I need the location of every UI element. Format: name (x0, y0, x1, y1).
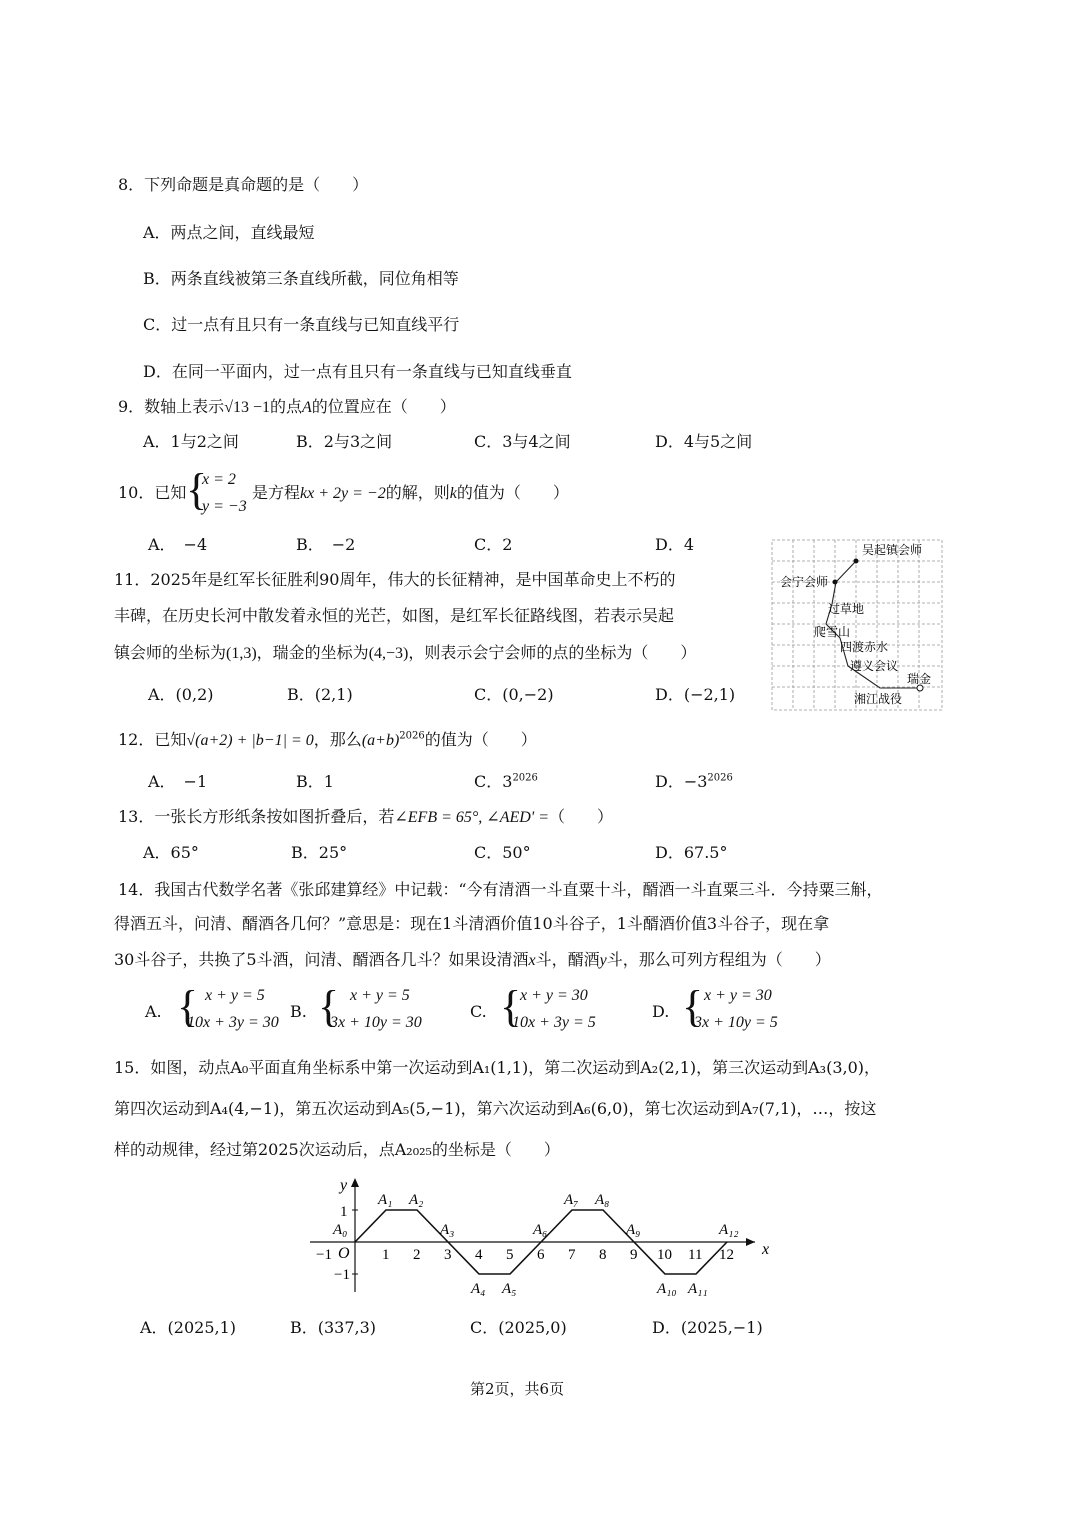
q14-option-c-label: C. (470, 1002, 487, 1021)
q10-option-c: C．2 (474, 535, 513, 554)
q15-option-a: A．(2025,1) (140, 1318, 237, 1337)
q8-option-d: D．在同一平面内，过一点有且只有一条直线与已知直线垂直 (143, 362, 572, 381)
q11-text-c: ，则表示会宁会师的点的坐标为（ ） (408, 643, 697, 662)
y-axis-arrow (351, 1178, 359, 1187)
q13-expr: ∠EFB = 65°, ∠AED' = (394, 809, 550, 826)
x-tick-label: 12 (719, 1247, 734, 1263)
q14-var-y: y (599, 952, 607, 969)
q10-stem-a: 10．已知 (118, 483, 187, 502)
q12-option-d (655, 772, 733, 791)
point-label-a5: A₅ (502, 1281, 517, 1297)
q10-eq1: x = 2 (202, 471, 236, 488)
point-label-a3: A₃ (440, 1222, 455, 1238)
q13-option-c: C．50° (474, 843, 531, 862)
q9-text-a: 9．数轴上表示 (118, 397, 225, 416)
point-label-a7: A₇ (564, 1192, 579, 1208)
point-label-a6: A₆ (533, 1222, 548, 1238)
wuqi-point (854, 559, 859, 564)
x-axis-arrow (746, 1238, 755, 1246)
point-label-a11: A₁₁ (688, 1281, 708, 1297)
q12-text-a: 12．已知 (118, 730, 187, 749)
y-axis-label: y (340, 1177, 348, 1194)
q14-text-c: 斗，那么可列方程组为（ ） (606, 950, 831, 969)
q14-var-x: x (528, 952, 536, 969)
q11-text-b: ，瑞金的坐标为 (256, 643, 369, 662)
q14-option-a-label: A. (145, 1002, 162, 1021)
point-label-a2: A₂ (409, 1192, 424, 1208)
map-label-zunyi: 遵义会议 (850, 659, 899, 673)
q10-text-c: 的解，则 (385, 483, 450, 502)
y-tick-neg1: −1 (334, 1267, 350, 1283)
map-label-huining: 会宁会师 (780, 575, 829, 589)
q15-line1: 15．如图，动点A₀平面直角坐标系中第一次运动到A₁(1,1)，第二次运动到A₂(2,1)，第三次运动到A₃(3,0)， (114, 1058, 881, 1077)
q11-line1: 11．2025年是红军长征胜利90周年，伟大的长征精神，是中国革命史上不朽的 (114, 570, 676, 589)
point-label-a0: A₀ (333, 1222, 348, 1238)
q10-var: k (449, 485, 457, 502)
q10-option-d: D．4 (655, 535, 695, 554)
q13-stem (118, 807, 613, 827)
map-label-xiangjiang: 湘江战役 (854, 692, 903, 706)
q10-equation: kx + 2y = −2 (300, 485, 386, 502)
q12-power: (a+b) (361, 732, 400, 749)
q14-option-a-eq2: 10x + 3y = 30 (187, 1014, 279, 1031)
q14-line3 (114, 950, 831, 970)
q14-option-b-brace: { (318, 982, 340, 1031)
q8-option-b: B．两条直线被第三条直线所截，同位角相等 (143, 269, 459, 288)
q15-option-b: B．(337,3) (290, 1318, 377, 1337)
q9-option-c: C．3与4之间 (474, 432, 571, 451)
q12-exp: 2026 (399, 730, 425, 742)
q12-option-a: A． −1 (148, 772, 208, 791)
q14-option-b-eq2: 3x + 10y = 30 (330, 1014, 422, 1031)
x-tick-label: 5 (506, 1247, 514, 1263)
q12-d-base: D．−3 (655, 772, 708, 791)
q11-option-b: B．(2,1) (287, 685, 353, 704)
point-label-a4: A₄ (471, 1281, 486, 1297)
x-tick-label: 6 (537, 1247, 545, 1263)
long-march-map (770, 538, 945, 713)
q9-var: A (302, 399, 312, 416)
x-tick-label: 1 (382, 1247, 390, 1263)
q12-text-c: 的值为（ ） (424, 730, 537, 749)
q12-text-b: ，那么 (313, 730, 362, 749)
q12-d-exp: 2026 (707, 772, 733, 784)
x-tick-label: 9 (630, 1247, 638, 1263)
q10-brace: { (186, 465, 208, 514)
q14-option-a-eq1: x + y = 5 (205, 987, 265, 1004)
q10-text-b: 是方程 (252, 483, 301, 502)
q13-option-a: A．65° (143, 843, 199, 862)
q11-option-a: A．(0,2) (148, 685, 214, 704)
q9-option-d: D．4与5之间 (655, 432, 753, 451)
map-label-ruijin: 瑞金 (907, 672, 932, 686)
q9-option-a: A．1与2之间 (143, 432, 239, 451)
q11-option-d: D．(−2,1) (655, 685, 736, 704)
origin-label: O (338, 1245, 350, 1262)
q14-option-d-eq1: x + y = 30 (704, 987, 772, 1004)
point-label-a12: A₁₂ (719, 1222, 739, 1238)
point-label-a9: A₉ (626, 1222, 641, 1238)
q14-option-b-eq1: x + y = 5 (350, 987, 410, 1004)
q11-line2: 丰碑，在历史长河中散发着永恒的光芒，如图，是红军长征路线图，若表示吴起 (114, 606, 675, 625)
q11-option-c: C．(0,−2) (474, 685, 554, 704)
y-tick-1: 1 (340, 1204, 348, 1220)
q11-coord1: (1,3) (226, 645, 257, 662)
x-axis-label: x (762, 1241, 770, 1258)
q15-option-c: C．(2025,0) (470, 1318, 567, 1337)
page-footer: 第2页，共6页 (470, 1380, 565, 1398)
x-tick-label: 8 (599, 1247, 607, 1263)
q11-coord2: (4,−3) (368, 645, 409, 662)
q10-text-d: 的值为（ ） (456, 483, 569, 502)
q14-option-c-eq1: x + y = 30 (520, 987, 588, 1004)
q14-option-d-eq2: 3x + 10y = 5 (694, 1014, 778, 1031)
q12-option-b: B．1 (296, 772, 334, 791)
map-label-caodi: 过草地 (828, 602, 865, 616)
x-tick-label: 3 (444, 1247, 452, 1263)
x-tick-label: 4 (475, 1247, 483, 1263)
q8-stem: 8．下列命题是真命题的是（ ） (118, 175, 369, 194)
q12-option-c (474, 772, 538, 791)
q14-text-a: 30斗谷子，共换了5斗酒，问清、醑酒各几斗？如果设清酒 (114, 950, 529, 969)
q10-eq2: y = −3 (202, 498, 247, 515)
q10-option-b: B． −2 (296, 535, 356, 554)
point-label-a10: A₁₀ (657, 1281, 677, 1297)
q10-option-a: A． −4 (148, 535, 208, 554)
x-tick-label: 10 (657, 1247, 672, 1263)
q11-text-a: 镇会师的坐标为 (114, 643, 227, 662)
q15-line3: 样的动规律，经过第2025次运动后，点A₂₀₂₅的坐标是（ ） (114, 1140, 560, 1159)
q12-expr: √(a+2) + |b−1| = 0 (186, 732, 314, 749)
q8-option-a: A．两点之间，直线最短 (143, 223, 315, 242)
q14-line2: 得酒五斗，问清、醑酒各几何？”意思是：现在1斗清酒价值10斗谷子，1斗醑酒价值3斗谷子，现在拿 (114, 914, 830, 933)
q14-text-b: 斗，醑酒 (535, 950, 600, 969)
q9-text-b: 的点 (270, 397, 303, 416)
q14-option-d-brace: { (682, 982, 704, 1031)
x-tick-label: 11 (688, 1247, 703, 1263)
q14-option-b-label: B. (290, 1002, 307, 1021)
q9-stem (118, 397, 456, 417)
q9-radical: √13 −1 (224, 399, 270, 416)
q13-text-b: （ ） (549, 807, 614, 826)
q13-option-d: D．67.5° (655, 843, 728, 862)
q14-line1: 14．我国古代数学名著《张邱建算经》中记载：“今有清酒一斗直粟十斗，醑酒一斗直粟三斗．今持粟三斛， (118, 880, 883, 899)
q14-option-c-brace: { (500, 982, 522, 1031)
x-tick-label: 2 (413, 1247, 421, 1263)
q15-option-d: D．(2025,−1) (652, 1318, 763, 1337)
q11-line3 (114, 643, 696, 663)
q12-c-exp: 2026 (512, 772, 538, 784)
x-tick-label: −1 (316, 1247, 332, 1263)
point-label-a1: A₁ (378, 1192, 393, 1208)
q10-stem-b (252, 483, 569, 503)
q14-option-c-eq2: 10x + 3y = 5 (512, 1014, 596, 1031)
q13-option-b: B．25° (291, 843, 348, 862)
x-tick-label: 7 (568, 1247, 576, 1263)
map-label-chishui: 四渡赤水 (840, 640, 889, 654)
point-label-a8: A₈ (595, 1192, 610, 1208)
map-label-xueshan: 爬雪山 (814, 625, 851, 639)
q14-option-a-brace: { (177, 982, 199, 1031)
q9-text-c: 的位置应在（ ） (311, 397, 456, 416)
map-label-wuqi: 吴起镇会师 (862, 543, 923, 557)
q13-text-a: 13．一张长方形纸条按如图折叠后，若 (118, 807, 395, 826)
q14-option-d-label: D. (652, 1002, 670, 1021)
q12-stem (118, 730, 537, 750)
q12-c-base: C．3 (474, 772, 513, 791)
q8-option-c: C．过一点有且只有一条直线与已知直线平行 (143, 315, 460, 334)
motion-graph (300, 1170, 770, 1300)
huining-point (833, 580, 838, 585)
q15-line2: 第四次运动到A₄(4,−1)，第五次运动到A₅(5,−1)，第六次运动到A₆(6,0)，第七次运动到A₇(7,1)，…，按这 (114, 1099, 877, 1118)
q9-option-b: B．2与3之间 (296, 432, 393, 451)
